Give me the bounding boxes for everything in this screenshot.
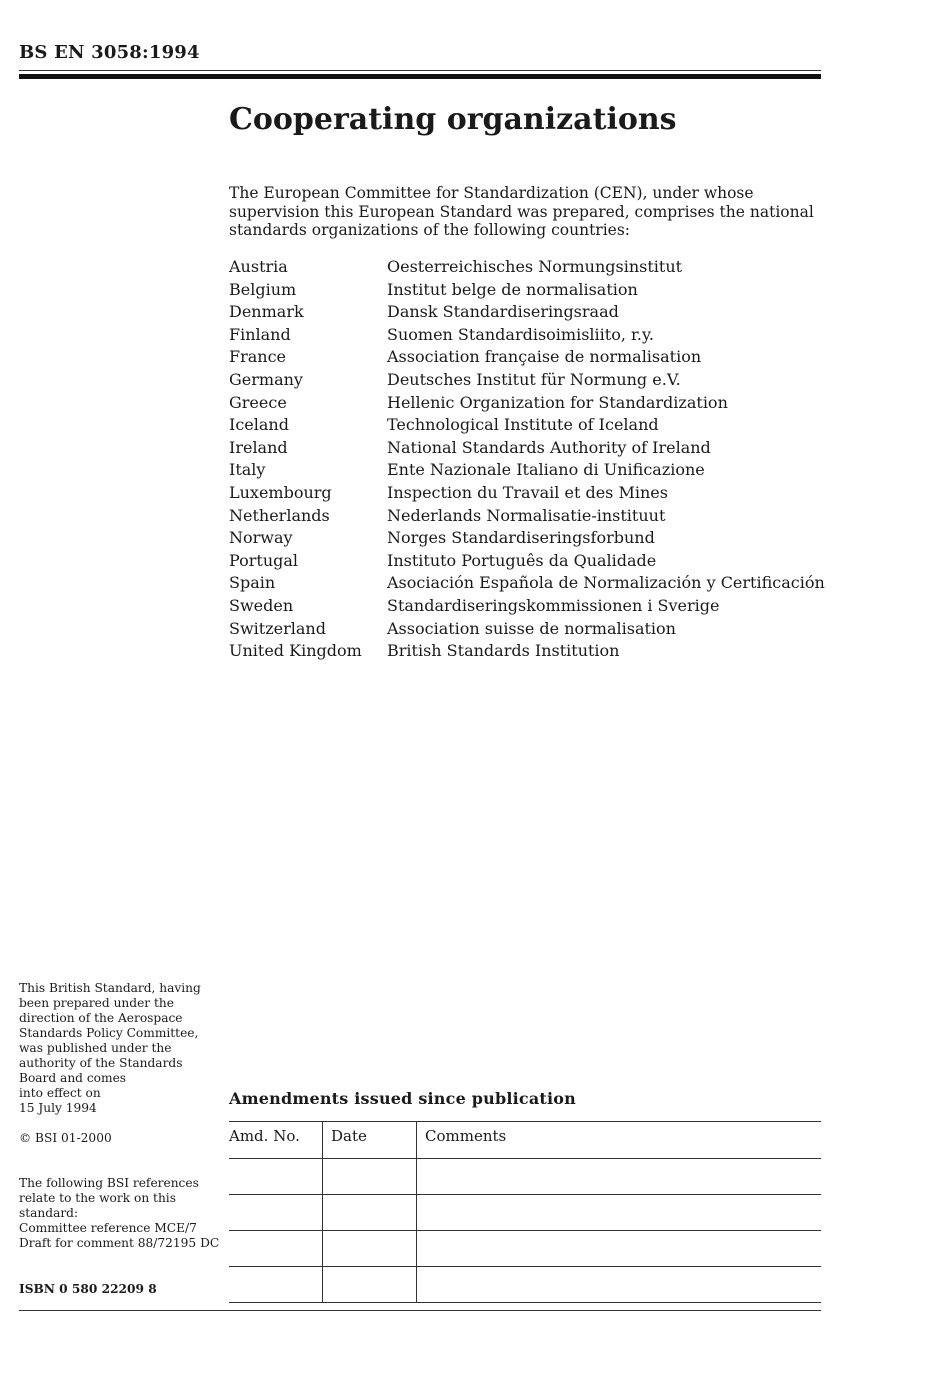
organization-name: National Standards Authority of Ireland — [387, 437, 711, 457]
amendment-cell — [323, 1159, 417, 1195]
organization-row — [229, 595, 825, 618]
column-header-amd-no: Amd. No. — [229, 1127, 300, 1145]
country-name: Iceland — [229, 415, 289, 435]
country-name: Germany — [229, 369, 303, 389]
publication-note-line: Standards Policy Committee, — [19, 1026, 199, 1040]
header-rule-thin — [19, 70, 821, 71]
organization-name: Suomen Standardisoimisliito, r.y. — [387, 324, 654, 344]
country-name: France — [229, 347, 287, 367]
organization-name: Association suisse de normalisation — [387, 618, 676, 638]
country-name: Belgium — [229, 279, 297, 299]
organization-name: British Standards Institution — [387, 641, 620, 661]
organization-name: Technological Institute of Iceland — [387, 415, 659, 435]
amendment-cell — [229, 1195, 323, 1231]
amendment-row — [229, 1195, 821, 1231]
organization-row — [229, 301, 825, 324]
publication-note-line: This British Standard, having — [19, 981, 201, 995]
amendment-cell — [417, 1267, 822, 1303]
column-header-comments: Comments — [417, 1122, 822, 1159]
amendments-title: Amendments issued since publication — [229, 1089, 576, 1108]
organization-name: Norges Standardiseringsforbund — [387, 528, 655, 548]
country-name: Finland — [229, 324, 291, 344]
organization-row — [229, 346, 825, 369]
country-name: Netherlands — [229, 505, 330, 525]
organization-row — [229, 414, 825, 437]
organization-row — [229, 482, 825, 505]
amendment-cell — [229, 1159, 323, 1195]
country-name: United Kingdom — [229, 641, 362, 661]
organization-name: Instituto Português da Qualidade — [387, 550, 657, 570]
organization-row — [229, 550, 825, 573]
amendment-cell — [229, 1267, 323, 1303]
organization-name: Dansk Standardiseringsraad — [387, 302, 619, 322]
country-name: Sweden — [229, 595, 294, 615]
copyright-notice: © BSI 01-2000 — [19, 1131, 112, 1145]
amendment-cell — [323, 1195, 417, 1231]
footer-rule — [19, 1310, 821, 1311]
country-name: Greece — [229, 392, 287, 412]
bsi-references — [19, 1176, 219, 1251]
publication-note — [19, 981, 219, 1116]
publication-note-line: was published under the — [19, 1041, 172, 1055]
header-rule-thick — [19, 74, 821, 79]
amendment-row — [229, 1267, 821, 1303]
organization-name: Deutsches Institut für Normung e.V. — [387, 369, 681, 389]
country-name: Luxembourg — [229, 482, 332, 502]
amendment-cell — [323, 1231, 417, 1267]
country-name: Norway — [229, 528, 293, 548]
amendment-row — [229, 1231, 821, 1267]
organization-row — [229, 527, 825, 550]
organization-row — [229, 279, 825, 302]
publication-note-line: authority of the Standards — [19, 1056, 183, 1070]
amendments-body — [229, 1159, 821, 1303]
bsi-reference-line: Draft for comment 88/72195 DC — [19, 1236, 220, 1250]
organization-name: Oesterreichisches Normungsinstitut — [387, 257, 683, 276]
isbn: ISBN 0 580 22209 8 — [19, 1282, 157, 1296]
amendment-cell — [417, 1195, 822, 1231]
amendments-header-row — [229, 1122, 821, 1159]
organization-row — [229, 618, 825, 641]
organization-name: Institut belge de normalisation — [387, 279, 638, 299]
publication-note-line: direction of the Aerospace — [19, 1011, 183, 1025]
organization-row — [229, 572, 825, 595]
organization-name: Ente Nazionale Italiano di Unificazione — [387, 460, 705, 480]
amendment-cell — [323, 1267, 417, 1303]
country-name: Denmark — [229, 302, 304, 322]
organization-row — [229, 369, 825, 392]
country-name: Portugal — [229, 550, 299, 570]
publication-note-line: Board and comes — [19, 1071, 127, 1085]
bsi-reference-line: relate to the work on this — [19, 1191, 176, 1205]
organization-row — [229, 324, 825, 347]
amendment-cell — [229, 1231, 323, 1267]
amendment-cell — [417, 1231, 822, 1267]
organization-name: Standardiseringskommissionen i Sverige — [387, 595, 720, 615]
amendments-table — [229, 1121, 821, 1303]
organization-name: Nederlands Normalisatie-instituut — [387, 505, 666, 525]
document-id: BS EN 3058:1994 — [19, 42, 200, 63]
organization-name: Association française de normalisation — [387, 347, 702, 367]
page-title: Cooperating organizations — [229, 102, 677, 137]
country-name: Italy — [229, 460, 266, 480]
bsi-reference-line: Committee reference MCE/7 — [19, 1221, 197, 1235]
organization-row — [229, 459, 825, 482]
organization-list — [229, 256, 825, 663]
amendment-cell — [417, 1159, 822, 1195]
organization-row — [229, 505, 825, 528]
organization-name: Asociación Española de Normalización y Certificación — [387, 573, 825, 593]
country-name: Austria — [229, 257, 288, 276]
amendment-row — [229, 1159, 821, 1195]
column-header-date: Date — [323, 1122, 417, 1159]
bsi-reference-line: The following BSI references — [19, 1176, 199, 1190]
organization-row — [229, 437, 825, 460]
organization-row — [229, 640, 825, 663]
country-name: Switzerland — [229, 618, 326, 638]
country-name: Spain — [229, 573, 276, 593]
publication-note-line: 15 July 1994 — [19, 1101, 97, 1115]
organization-name: Hellenic Organization for Standardization — [387, 392, 728, 412]
organization-row — [229, 392, 825, 415]
bsi-reference-line: standard: — [19, 1206, 79, 1220]
organization-row — [229, 256, 825, 279]
publication-note-line: been prepared under the — [19, 996, 174, 1010]
organization-name: Inspection du Travail et des Mines — [387, 482, 668, 502]
publication-note-line: into effect on — [19, 1086, 101, 1100]
intro-paragraph: The European Committee for Standardization (CEN), under whose supervision this European Standard was prepared, comprises the national standards organizations of the following countries: — [229, 184, 814, 239]
country-name: Ireland — [229, 437, 288, 457]
